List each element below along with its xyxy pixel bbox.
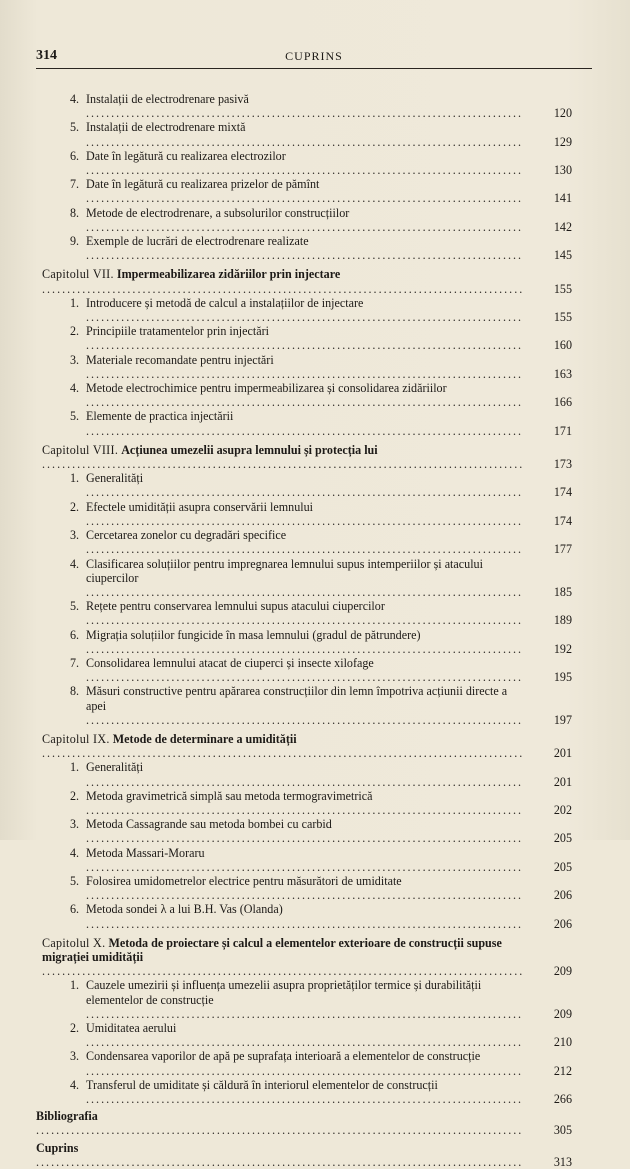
toc-entry-title: Exemple de lucrări de electrodrenare realizate — [86, 234, 309, 249]
toc-entry — [36, 381, 572, 409]
toc-entry-number: 4. — [70, 92, 80, 106]
toc-entry-title: Metoda Massari-Moraru — [86, 845, 205, 860]
chapter-label: Capitolul VII. — [42, 267, 114, 282]
dot-leader: ....................................................................................... — [86, 310, 524, 325]
toc-entry-title: Materiale recomandate pentru injectări — [86, 352, 274, 367]
toc-entry-number: 3. — [70, 817, 80, 832]
toc-page-number: 166 — [553, 395, 572, 410]
toc-page-number: 185 — [553, 584, 572, 599]
chapter-label: Capitolul X. — [42, 935, 106, 950]
toc-entry — [36, 120, 572, 148]
toc-entry-title: Bibliografia — [36, 1109, 98, 1124]
toc-page-number: 173 — [553, 457, 572, 472]
dot-leader: ....................................................................................... — [86, 423, 524, 438]
toc-entry-number: 4. — [70, 845, 80, 860]
table-of-contents — [36, 92, 572, 1169]
toc-entry — [36, 353, 572, 381]
dot-leader: ....................................................................................... — [86, 712, 524, 727]
toc-page-number: 201 — [553, 774, 572, 789]
toc-entry-title: Metoda Cassagrande sau metoda bombei cu carbid — [86, 817, 332, 832]
dot-leader: ....................................................................................... — [86, 831, 524, 846]
toc-entry — [36, 902, 572, 930]
chapter-title: Metoda de proiectare și calcul a elementelor exterioare de construcții supuse migrației umidității — [42, 935, 502, 964]
toc-entry-number: 1. — [70, 760, 80, 775]
dot-leader: ....................................................................................... — [86, 485, 524, 500]
toc-entry-title: Clasificarea soluțiilor pentru impregnarea lemnului supus intemperiilor și atacului ciupercilor — [86, 556, 483, 585]
toc-entry-title: Metode electrochimice pentru impermeabilizarea și consolidarea zidăriilor — [86, 381, 447, 396]
chapter-title: Impermeabilizarea zidăriilor prin injectare — [116, 267, 341, 282]
toc-page-number: 266 — [553, 1092, 572, 1107]
toc-chapter — [36, 936, 572, 979]
dot-leader: ....................................................................................... — [86, 163, 524, 178]
chapter-title: Acțiunea umezelii asupra lemnului și protecția lui — [121, 442, 378, 457]
dot-leader: ................................................................................................. — [36, 1154, 524, 1169]
toc-page-number: 195 — [553, 670, 572, 685]
toc-page-number: 313 — [553, 1154, 572, 1169]
toc-entry — [36, 684, 572, 727]
toc-entry-number: 5. — [70, 120, 80, 135]
toc-entry — [36, 206, 572, 234]
toc-page-number: 129 — [553, 134, 572, 149]
toc-page-number: 171 — [553, 423, 572, 438]
toc-entry-number: 5. — [70, 873, 80, 888]
dot-leader: ....................................................................................... — [86, 802, 524, 817]
dot-leader: ................................................................................................ — [42, 746, 525, 761]
toc-page-number: 145 — [553, 248, 572, 263]
toc-entry-number: 3. — [70, 1049, 80, 1064]
toc-page-number: 201 — [553, 746, 572, 761]
toc-entry-title: Principiile tratamentelor prin injectări — [86, 324, 270, 339]
toc-entry — [36, 599, 572, 627]
toc-entry — [36, 978, 572, 1021]
toc-entry-number: 6. — [70, 902, 80, 917]
toc-page-number: 141 — [553, 191, 572, 206]
toc-entry-title: Metoda sondei λ a lui B.H. Vas (Olanda) — [86, 902, 283, 917]
toc-entry-title: Cauzele umezirii și influența umezelii asupra proprietăților termice și durabilității elementelor de construcție — [86, 978, 482, 1007]
toc-chapter — [36, 732, 572, 760]
dot-leader: ....................................................................................... — [86, 248, 524, 263]
dot-leader: ....................................................................................... — [86, 366, 524, 381]
toc-entry-number: 2. — [70, 788, 80, 803]
dot-leader: ....................................................................................... — [86, 584, 524, 599]
chapter-title: Metode de determinare a umidității — [112, 731, 297, 746]
dot-leader: ................................................................................................ — [42, 964, 525, 979]
toc-entry-title: Condensarea vaporilor de apă pe suprafața interioară a elementelor de construcție — [86, 1049, 481, 1064]
toc-entry-title: Generalități — [86, 471, 144, 486]
toc-entry-title: Migrația soluțiilor fungicide în masa lemnului (gradul de pătrundere) — [86, 627, 421, 642]
toc-entry-number: 2. — [70, 499, 80, 514]
toc-entry-title: Elemente de practica injectării — [86, 409, 234, 424]
dot-leader: ....................................................................................... — [86, 888, 524, 903]
toc-entry — [36, 628, 572, 656]
dot-leader: ....................................................................................... — [86, 219, 524, 234]
toc-entry-title: Transferul de umiditate și căldură în interiorul elementelor de construcții — [86, 1077, 438, 1092]
toc-entry-number: 6. — [70, 627, 80, 642]
dot-leader: ....................................................................................... — [86, 1063, 524, 1078]
toc-entry — [36, 234, 572, 262]
toc-entry-number: 2. — [70, 324, 80, 339]
toc-entry-title: Date în legătură cu realizarea electrozilor — [86, 148, 286, 163]
running-title: CUPRINS — [285, 49, 343, 63]
toc-entry-title: Folosirea umidometrelor electrice pentru măsurători de umiditate — [86, 873, 402, 888]
dot-leader: ....................................................................................... — [86, 916, 524, 931]
toc-entry-number: 3. — [70, 352, 80, 367]
toc-page-number: 197 — [553, 712, 572, 727]
toc-entry-title: Generalități — [86, 760, 144, 775]
toc-entry — [36, 409, 572, 437]
dot-leader: ....................................................................................... — [86, 106, 524, 121]
toc-entry — [36, 149, 572, 177]
toc-entry-title: Introducere și metodă de calcul a instalațiilor de injectare — [86, 295, 364, 310]
toc-entry — [36, 1078, 572, 1106]
dot-leader: ................................................................................................ — [42, 457, 525, 472]
toc-page-number: 192 — [553, 641, 572, 656]
toc-page-number: 205 — [553, 859, 572, 874]
toc-entry-title: Instalații de electrodrenare pasivă — [86, 92, 249, 106]
toc-page-number: 174 — [553, 485, 572, 500]
toc-page-number: 305 — [553, 1123, 572, 1138]
toc-entry-title: Rețete pentru conservarea lemnului supus atacului ciupercilor — [86, 599, 385, 614]
toc-entry — [36, 296, 572, 324]
toc-entry-title: Măsuri constructive pentru apărarea construcțiilor din lemn împotriva acțiunii directe a apei — [86, 684, 508, 713]
dot-leader: ....................................................................................... — [86, 641, 524, 656]
toc-page-number: 163 — [553, 366, 572, 381]
toc-entry-number: 9. — [70, 234, 80, 249]
toc-entry-title: Consolidarea lemnului atacat de ciuperci și insecte xilofage — [86, 655, 374, 670]
toc-entry — [36, 1021, 572, 1049]
toc-entry-number: 4. — [70, 381, 80, 396]
toc-page-number: 174 — [553, 513, 572, 528]
toc-entry-title: Cercetarea zonelor cu degradări specifice — [86, 528, 287, 543]
toc-entry — [36, 874, 572, 902]
toc-page-number: 209 — [553, 1006, 572, 1021]
dot-leader: ....................................................................................... — [86, 134, 524, 149]
page-number: 314 — [36, 48, 57, 63]
toc-page-number: 130 — [553, 163, 572, 178]
dot-leader: ....................................................................................... — [86, 613, 524, 628]
toc-entry — [36, 177, 572, 205]
dot-leader: ....................................................................................... — [86, 542, 524, 557]
dot-leader: ....................................................................................... — [86, 1092, 524, 1107]
toc-entry — [36, 817, 572, 845]
toc-page-number: 142 — [553, 219, 572, 234]
toc-entry-number: 5. — [70, 599, 80, 614]
toc-entry — [36, 846, 572, 874]
toc-page-number: 189 — [553, 613, 572, 628]
page-header — [36, 46, 592, 69]
toc-entry-title: Cuprins — [36, 1140, 79, 1155]
toc-entry — [36, 471, 572, 499]
toc-entry-title: Metoda gravimetrică simplă sau metoda termogravimetrică — [86, 788, 373, 803]
toc-entry-number: 4. — [70, 1077, 80, 1092]
dot-leader: ....................................................................................... — [86, 859, 524, 874]
toc-page-number: 177 — [553, 542, 572, 557]
toc-entry-title: Umiditatea aerului — [86, 1021, 177, 1035]
toc-entry-title: Metode de electrodrenare, a subsolurilor construcțiilor — [86, 205, 350, 220]
toc-entry — [36, 528, 572, 556]
dot-leader: ....................................................................................... — [86, 191, 524, 206]
toc-entry — [36, 1109, 572, 1137]
toc-entry-number: 8. — [70, 205, 80, 220]
toc-entry-title: Efectele umidității asupra conservării lemnului — [86, 499, 314, 514]
toc-page-number: 202 — [553, 802, 572, 817]
toc-entry — [36, 1141, 572, 1169]
dot-leader: ....................................................................................... — [86, 395, 524, 410]
toc-page-number: 212 — [553, 1063, 572, 1078]
toc-entry — [36, 92, 572, 120]
toc-page-number: 155 — [553, 281, 572, 296]
toc-entry-number: 8. — [70, 684, 80, 699]
toc-chapter — [36, 267, 572, 295]
chapter-label: Capitolul IX. — [42, 731, 110, 746]
chapter-label: Capitolul VIII. — [42, 442, 119, 457]
toc-page-number: 155 — [553, 310, 572, 325]
toc-page-number: 205 — [553, 831, 572, 846]
dot-leader: ....................................................................................... — [86, 670, 524, 685]
toc-entry-number: 7. — [70, 655, 80, 670]
toc-entry-number: 7. — [70, 177, 80, 192]
toc-entry — [36, 760, 572, 788]
toc-entry — [36, 656, 572, 684]
toc-page-number: 206 — [553, 888, 572, 903]
dot-leader: ....................................................................................... — [86, 513, 524, 528]
toc-entry-title: Instalații de electrodrenare mixtă — [86, 120, 246, 135]
toc-entry-number: 4. — [70, 556, 80, 571]
toc-entry — [36, 1049, 572, 1077]
toc-entry-number: 1. — [70, 295, 80, 310]
toc-entry-number: 6. — [70, 148, 80, 163]
toc-entry — [36, 500, 572, 528]
toc-page-number: 209 — [553, 964, 572, 979]
dot-leader: ................................................................................................. — [36, 1123, 524, 1138]
toc-entry-number: 3. — [70, 528, 80, 543]
dot-leader: ....................................................................................... — [86, 1006, 524, 1021]
toc-entry — [36, 789, 572, 817]
dot-leader: ....................................................................................... — [86, 774, 524, 789]
toc-entry — [36, 324, 572, 352]
toc-page-number: 210 — [553, 1035, 572, 1050]
toc-page-number: 160 — [553, 338, 572, 353]
toc-entry-number: 5. — [70, 409, 80, 424]
dot-leader: ................................................................................................ — [42, 281, 525, 296]
toc-entry-number: 2. — [70, 1021, 80, 1035]
toc-entry-number: 1. — [70, 978, 80, 993]
toc-entry-number: 1. — [70, 471, 80, 486]
toc-chapter — [36, 443, 572, 471]
dot-leader: ....................................................................................... — [86, 338, 524, 353]
toc-page-number: 120 — [553, 106, 572, 121]
toc-entry-title: Date în legătură cu realizarea prizelor de pămînt — [86, 177, 320, 192]
dot-leader: ....................................................................................... — [86, 1035, 524, 1050]
toc-page-number: 206 — [553, 916, 572, 931]
toc-entry — [36, 557, 572, 600]
